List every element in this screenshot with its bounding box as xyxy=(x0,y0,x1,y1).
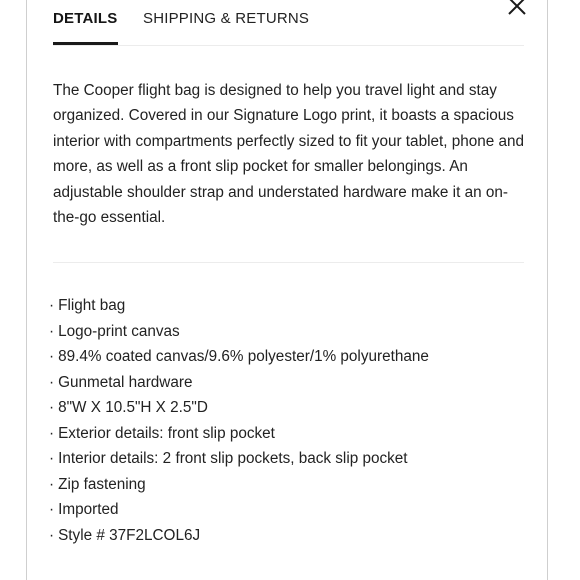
feature-item: · Zip fastening xyxy=(49,472,429,498)
tabs-divider xyxy=(53,45,524,46)
feature-item: · Imported xyxy=(49,497,429,523)
feature-list xyxy=(49,293,429,548)
modal-panel xyxy=(26,0,548,580)
product-description: The Cooper flight bag is designed to help you travel light and stay organized. Covered in our Signature Logo print, it boasts a spacious interior with compartments perfectly sized to fit your tablet, phone and more, as well as a front slip pocket for smaller belongings. An adjustable shoulder strap and understated hardware make it an on-the-go essential. xyxy=(53,82,525,227)
feature-item: · Exterior details: front slip pocket xyxy=(49,421,429,447)
close-button[interactable] xyxy=(507,0,527,16)
feature-item: · 89.4% coated canvas/9.6% polyester/1% polyurethane xyxy=(49,344,429,370)
tab-shipping-returns[interactable]: SHIPPING & RETURNS xyxy=(143,10,310,27)
feature-item: · Style # 37F2LCOL6J xyxy=(49,523,429,549)
feature-item: · Gunmetal hardware xyxy=(49,370,429,396)
feature-item: · Logo-print canvas xyxy=(49,319,429,345)
feature-item: · Interior details: 2 front slip pockets, back slip pocket xyxy=(49,446,429,472)
feature-item: · 8"W X 10.5"H X 2.5"D xyxy=(49,395,429,421)
feature-item: · Flight bag xyxy=(49,293,429,319)
close-icon xyxy=(507,0,527,16)
tab-details[interactable]: DETAILS xyxy=(53,10,118,27)
tab-bar xyxy=(53,10,523,46)
section-divider xyxy=(53,262,524,263)
